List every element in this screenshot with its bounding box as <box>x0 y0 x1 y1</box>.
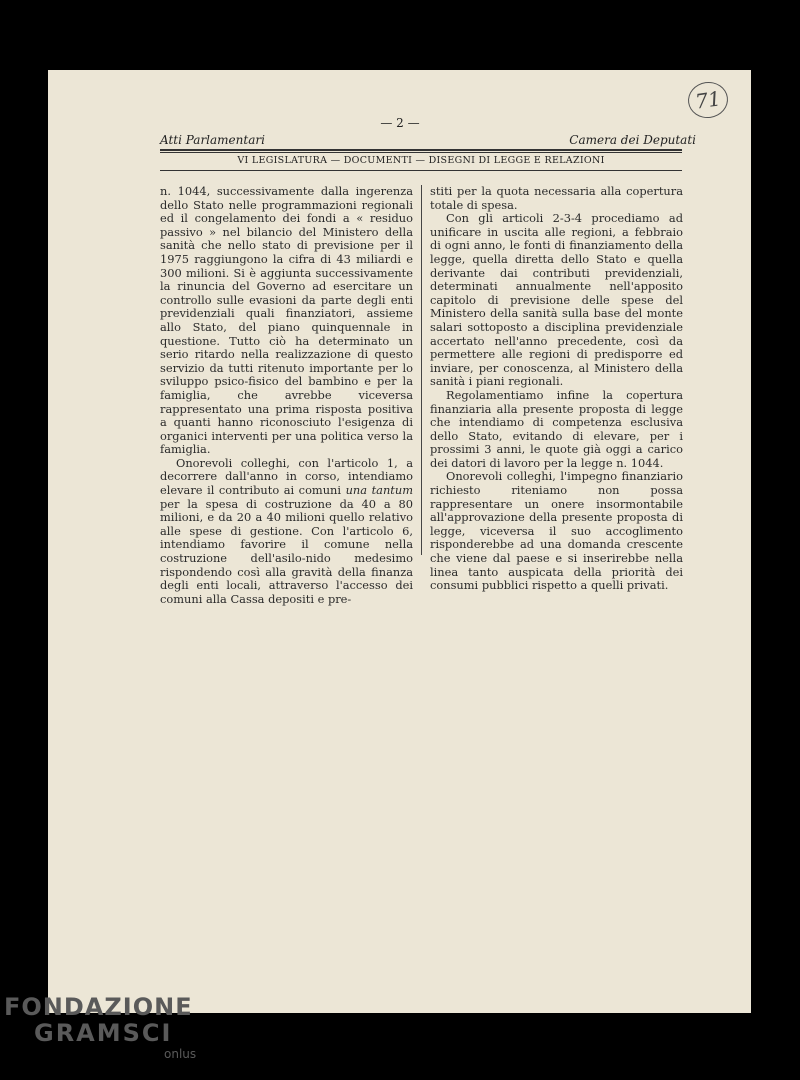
header-left: Atti Parlamentari <box>160 133 265 147</box>
header-rule <box>160 149 682 151</box>
subtitle-rule <box>160 170 682 171</box>
watermark-line-2: GRAMSCI <box>34 1019 173 1047</box>
right-paragraph-1: stiti per la quota necessaria alla copertura totale di spesa. <box>430 184 683 212</box>
handwritten-page-note: 71 <box>686 79 731 120</box>
left-paragraph-2-italic: una tantum <box>345 483 413 498</box>
right-paragraph-4: Onorevoli colleghi, l'impegno finanziario richiesto riteniamo non possa rappresentare un onere insormontabile all'approvazione della presente proposta di legge, viceversa il suo accoglimento risponderebbe ad una domanda crescente che viene dal paese e si inserirebbe nella linea tanto auspicata della priorità dei consumi pubblici rispetto a quelli privati. <box>430 469 683 593</box>
header-subtitle: VI LEGISLATURA — DOCUMENTI — DISEGNI DI LEGGE E RELAZIONI <box>237 155 605 166</box>
left-paragraph-2-start: Onorevoli colleghi, con l'articolo 1, a decorrere dall'anno in corso, intendiamo elevare il contributo ai comuni <box>160 455 413 498</box>
left-column <box>160 185 413 606</box>
header-rule-thin <box>160 152 682 153</box>
left-paragraph-1: n. 1044, successivamente dalla ingerenza dello Stato nelle programmazioni regionali ed il congelamento dei fondi a « residuo passivo » nel bilancio del Ministero della sanità che nello stato di previsione per il 1975 raggiungono la cifra di 43 miliardi e 300 milioni. Si è aggiunta successivamente la rinuncia del Governo ad esercitare un controllo sulle evasioni da parte degli enti previdenziali quali finanziatori, assieme allo Stato, del piano quinquennale in questione. Tutto ciò ha determinato un serio ritardo nella realizzazione di questo servizio da tutti ritenuto importante per lo sviluppo psico-fisico del bambino e per la famiglia, che avrebbe viceversa rappresentato una prima risposta positiva a quanti hanno riconosciuto l'esigenza di organici interventi per una politica verso la famiglia. <box>160 184 413 457</box>
watermark-logo <box>4 993 197 1061</box>
header-right: Camera dei Deputati <box>569 133 696 147</box>
right-paragraph-3: Regolamentiamo infine la copertura finanziaria alla presente proposta di legge che intendiamo di competenza esclusiva dello Stato, evitando di elevare, per i prossimi 3 anni, le quote già oggi a carico dei datori di lavoro per la legge n. 1044. <box>430 387 683 470</box>
left-paragraph-2-end: per la spesa di costruzione da 40 a 80 milioni, e da 20 a 40 milioni quello relativo alle spese di gestione. Con l'articolo 6, intendiamo favorire il comune nella costruzione dell'asilo-nido medesimo rispondendo così alla gravità della finanza degli enti locali, attraverso l'accesso dei comuni alla Cassa depositi e pre- <box>160 496 413 606</box>
right-paragraph-2: Con gli articoli 2-3-4 procediamo ad unificare in uscita alle regioni, a febbraio di ogni anno, le fonti di finanziamento della legge, quella diretta dello Stato e quella derivante dai contributi previdenziali, determinati annualmente nell'apposito capitolo di previsione delle spese del Ministero della sanità sulla base del monte salari sottoposto a disciplina previdenziale accertato nell'anno precedente, così da permettere alle regioni di predisporre ed inviare, per conoscenza, al Ministero della sanità i piani regionali. <box>430 211 683 389</box>
page-number: — 2 — <box>380 116 420 130</box>
watermark-line-1: FONDAZIONE <box>4 993 193 1021</box>
left-paragraph-2 <box>160 457 413 607</box>
right-column <box>430 185 683 593</box>
column-divider <box>421 185 422 555</box>
watermark-line-3: onlus <box>164 1047 197 1061</box>
